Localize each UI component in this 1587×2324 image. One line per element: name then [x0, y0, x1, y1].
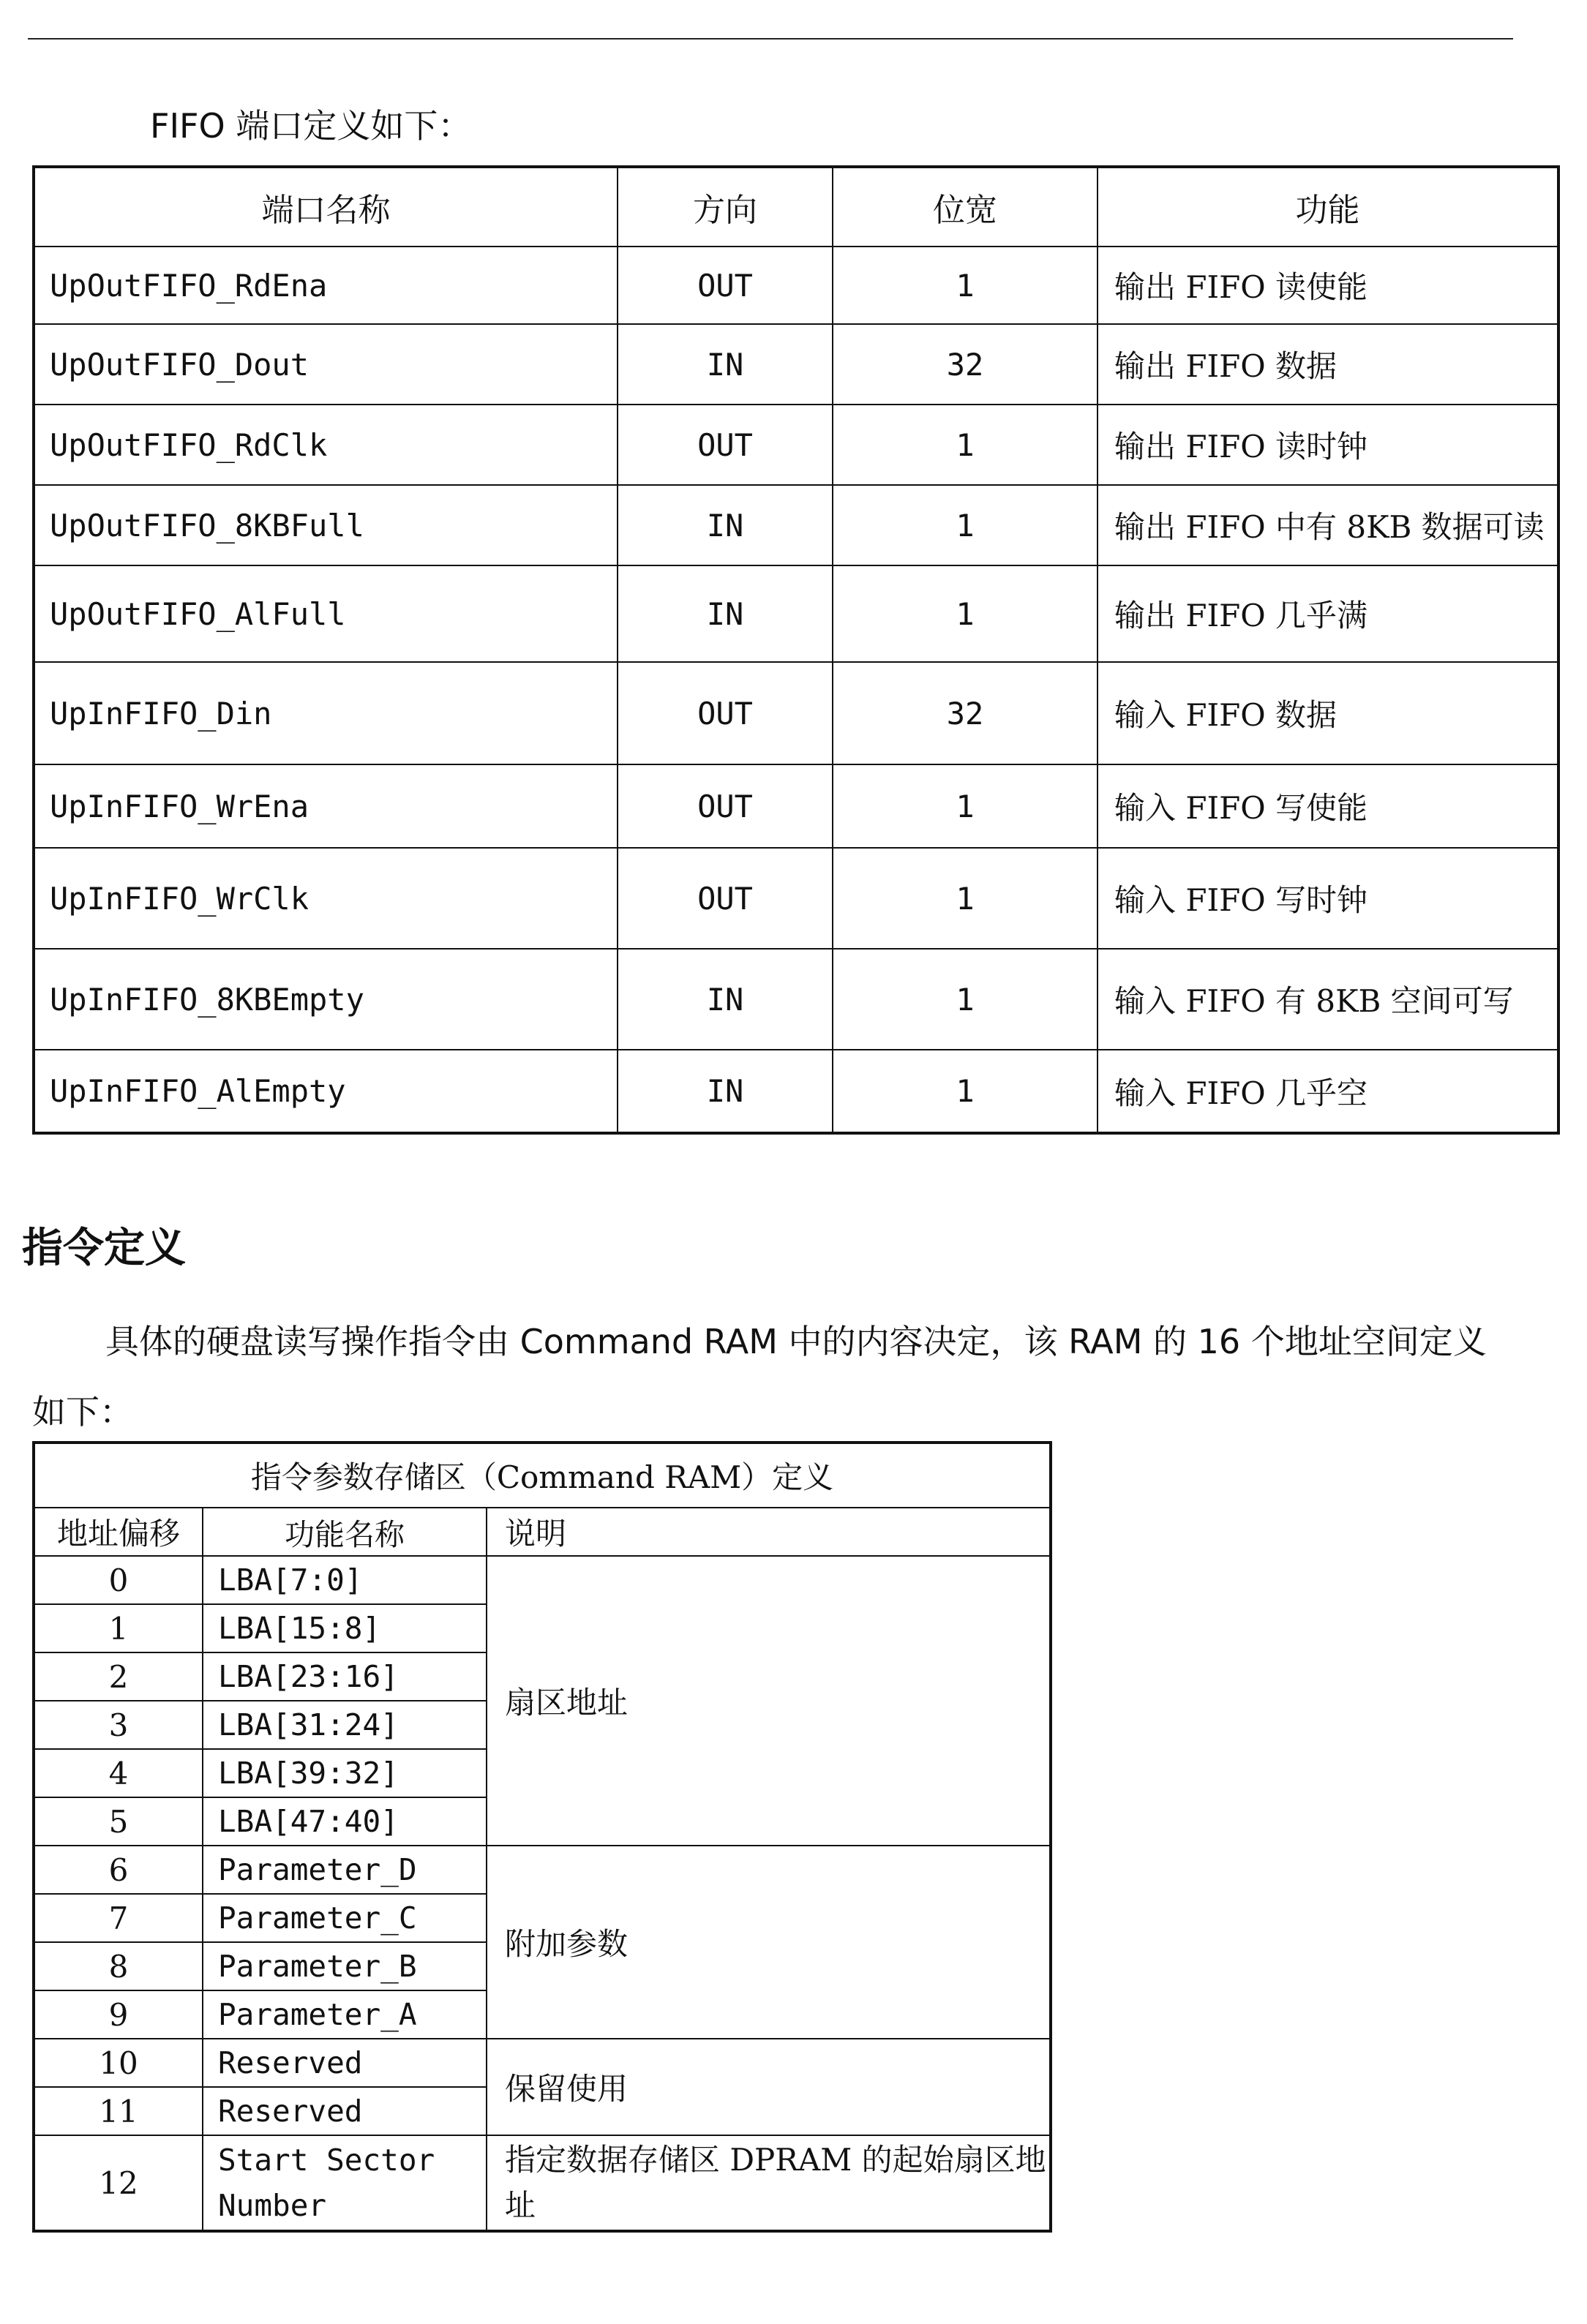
port-name: UpOutFIFO_RdEna	[34, 247, 618, 324]
table-row	[34, 2039, 1051, 2087]
function-name: Parameter_A	[203, 1990, 487, 2039]
header-port-name: 端口名称	[34, 167, 618, 247]
port-function: 输入 FIFO 写使能	[1098, 764, 1558, 848]
address-offset: 0	[34, 1556, 203, 1604]
port-function: 输出 FIFO 读时钟	[1098, 405, 1558, 485]
port-direction: IN	[618, 1050, 833, 1133]
table-row	[34, 324, 1558, 405]
port-name: UpInFIFO_WrEna	[34, 764, 618, 848]
port-name: UpInFIFO_AlEmpty	[34, 1050, 618, 1133]
port-function: 输出 FIFO 数据	[1098, 324, 1558, 405]
port-direction: OUT	[618, 848, 833, 949]
port-width: 32	[833, 324, 1098, 405]
table-row	[34, 485, 1558, 565]
port-function: 输出 FIFO 中有 8KB 数据可读	[1098, 485, 1558, 565]
port-width: 1	[833, 848, 1098, 949]
port-name: UpOutFIFO_AlFull	[34, 565, 618, 662]
port-direction: OUT	[618, 662, 833, 764]
port-width: 32	[833, 662, 1098, 764]
address-offset: 9	[34, 1990, 203, 2039]
table-row	[34, 1556, 1051, 1604]
header-function-name: 功能名称	[203, 1508, 487, 1556]
fifo-header-row	[34, 167, 1558, 247]
top-rule	[28, 38, 1513, 40]
table-row	[34, 247, 1558, 324]
function-name: LBA[47:40]	[203, 1797, 487, 1846]
fifo-port-table	[32, 165, 1560, 1135]
port-function: 输入 FIFO 数据	[1098, 662, 1558, 764]
address-offset: 1	[34, 1604, 203, 1652]
header-function: 功能	[1098, 167, 1558, 247]
header-direction: 方向	[618, 167, 833, 247]
port-width: 1	[833, 247, 1098, 324]
section-paragraph: 具体的硬盘读写操作指令由 Command RAM 中的内容决定，该 RAM 的 16 个地址空间定义如下：	[32, 1322, 1487, 1432]
header-width: 位宽	[833, 167, 1098, 247]
address-offset: 11	[34, 2087, 203, 2135]
intro-text: FIFO 端口定义如下：	[150, 106, 472, 146]
group-sector-address: 扇区地址	[487, 1556, 1051, 1846]
port-direction: OUT	[618, 405, 833, 485]
cmd-header-row	[34, 1508, 1051, 1556]
port-direction: IN	[618, 565, 833, 662]
port-function: 输出 FIFO 读使能	[1098, 247, 1558, 324]
port-width: 1	[833, 405, 1098, 485]
port-width: 1	[833, 949, 1098, 1050]
port-name: UpInFIFO_8KBEmpty	[34, 949, 618, 1050]
function-name: Start Sector Number	[203, 2135, 487, 2231]
port-width: 1	[833, 1050, 1098, 1133]
port-function: 输入 FIFO 有 8KB 空间可写	[1098, 949, 1558, 1050]
port-width: 1	[833, 485, 1098, 565]
group-start-sector: 指定数据存储区 DPRAM 的起始扇区地址	[487, 2135, 1051, 2231]
address-offset: 6	[34, 1846, 203, 1894]
port-direction: OUT	[618, 764, 833, 848]
table-row	[34, 764, 1558, 848]
port-function: 输入 FIFO 写时钟	[1098, 848, 1558, 949]
function-name: Parameter_B	[203, 1942, 487, 1990]
address-offset: 4	[34, 1749, 203, 1797]
port-function: 输入 FIFO 几乎空	[1098, 1050, 1558, 1133]
port-name: UpInFIFO_WrClk	[34, 848, 618, 949]
group-reserved: 保留使用	[487, 2039, 1051, 2135]
table-row	[34, 1846, 1051, 1894]
function-name: LBA[23:16]	[203, 1652, 487, 1701]
function-name: Reserved	[203, 2039, 487, 2087]
function-name: LBA[7:0]	[203, 1556, 487, 1604]
table-row	[34, 662, 1558, 764]
address-offset: 10	[34, 2039, 203, 2087]
function-name: LBA[39:32]	[203, 1749, 487, 1797]
table-row	[34, 2135, 1051, 2231]
header-address-offset: 地址偏移	[34, 1508, 203, 1556]
port-name: UpOutFIFO_Dout	[34, 324, 618, 405]
address-offset: 8	[34, 1942, 203, 1990]
function-name: Parameter_D	[203, 1846, 487, 1894]
table-row	[34, 565, 1558, 662]
section-heading: 指令定义	[22, 1225, 186, 1272]
port-width: 1	[833, 764, 1098, 848]
table-row	[34, 1050, 1558, 1133]
port-name: UpOutFIFO_RdClk	[34, 405, 618, 485]
group-extra-params: 附加参数	[487, 1846, 1051, 2039]
address-offset: 3	[34, 1701, 203, 1749]
port-direction: IN	[618, 485, 833, 565]
table-row	[34, 405, 1558, 485]
function-name: Reserved	[203, 2087, 487, 2135]
port-function: 输出 FIFO 几乎满	[1098, 565, 1558, 662]
address-offset: 7	[34, 1894, 203, 1942]
table-row	[34, 949, 1558, 1050]
address-offset: 5	[34, 1797, 203, 1846]
port-name: UpInFIFO_Din	[34, 662, 618, 764]
header-description: 说明	[487, 1508, 1051, 1556]
port-name: UpOutFIFO_8KBFull	[34, 485, 618, 565]
function-name: Parameter_C	[203, 1894, 487, 1942]
port-direction: IN	[618, 949, 833, 1050]
command-ram-table	[32, 1441, 1052, 2233]
address-offset: 12	[34, 2135, 203, 2231]
table-row	[34, 848, 1558, 949]
address-offset: 2	[34, 1652, 203, 1701]
port-direction: OUT	[618, 247, 833, 324]
table-caption: 指令参数存储区（Command RAM）定义	[34, 1443, 1051, 1508]
function-name: LBA[15:8]	[203, 1604, 487, 1652]
port-direction: IN	[618, 324, 833, 405]
function-name: LBA[31:24]	[203, 1701, 487, 1749]
port-width: 1	[833, 565, 1098, 662]
